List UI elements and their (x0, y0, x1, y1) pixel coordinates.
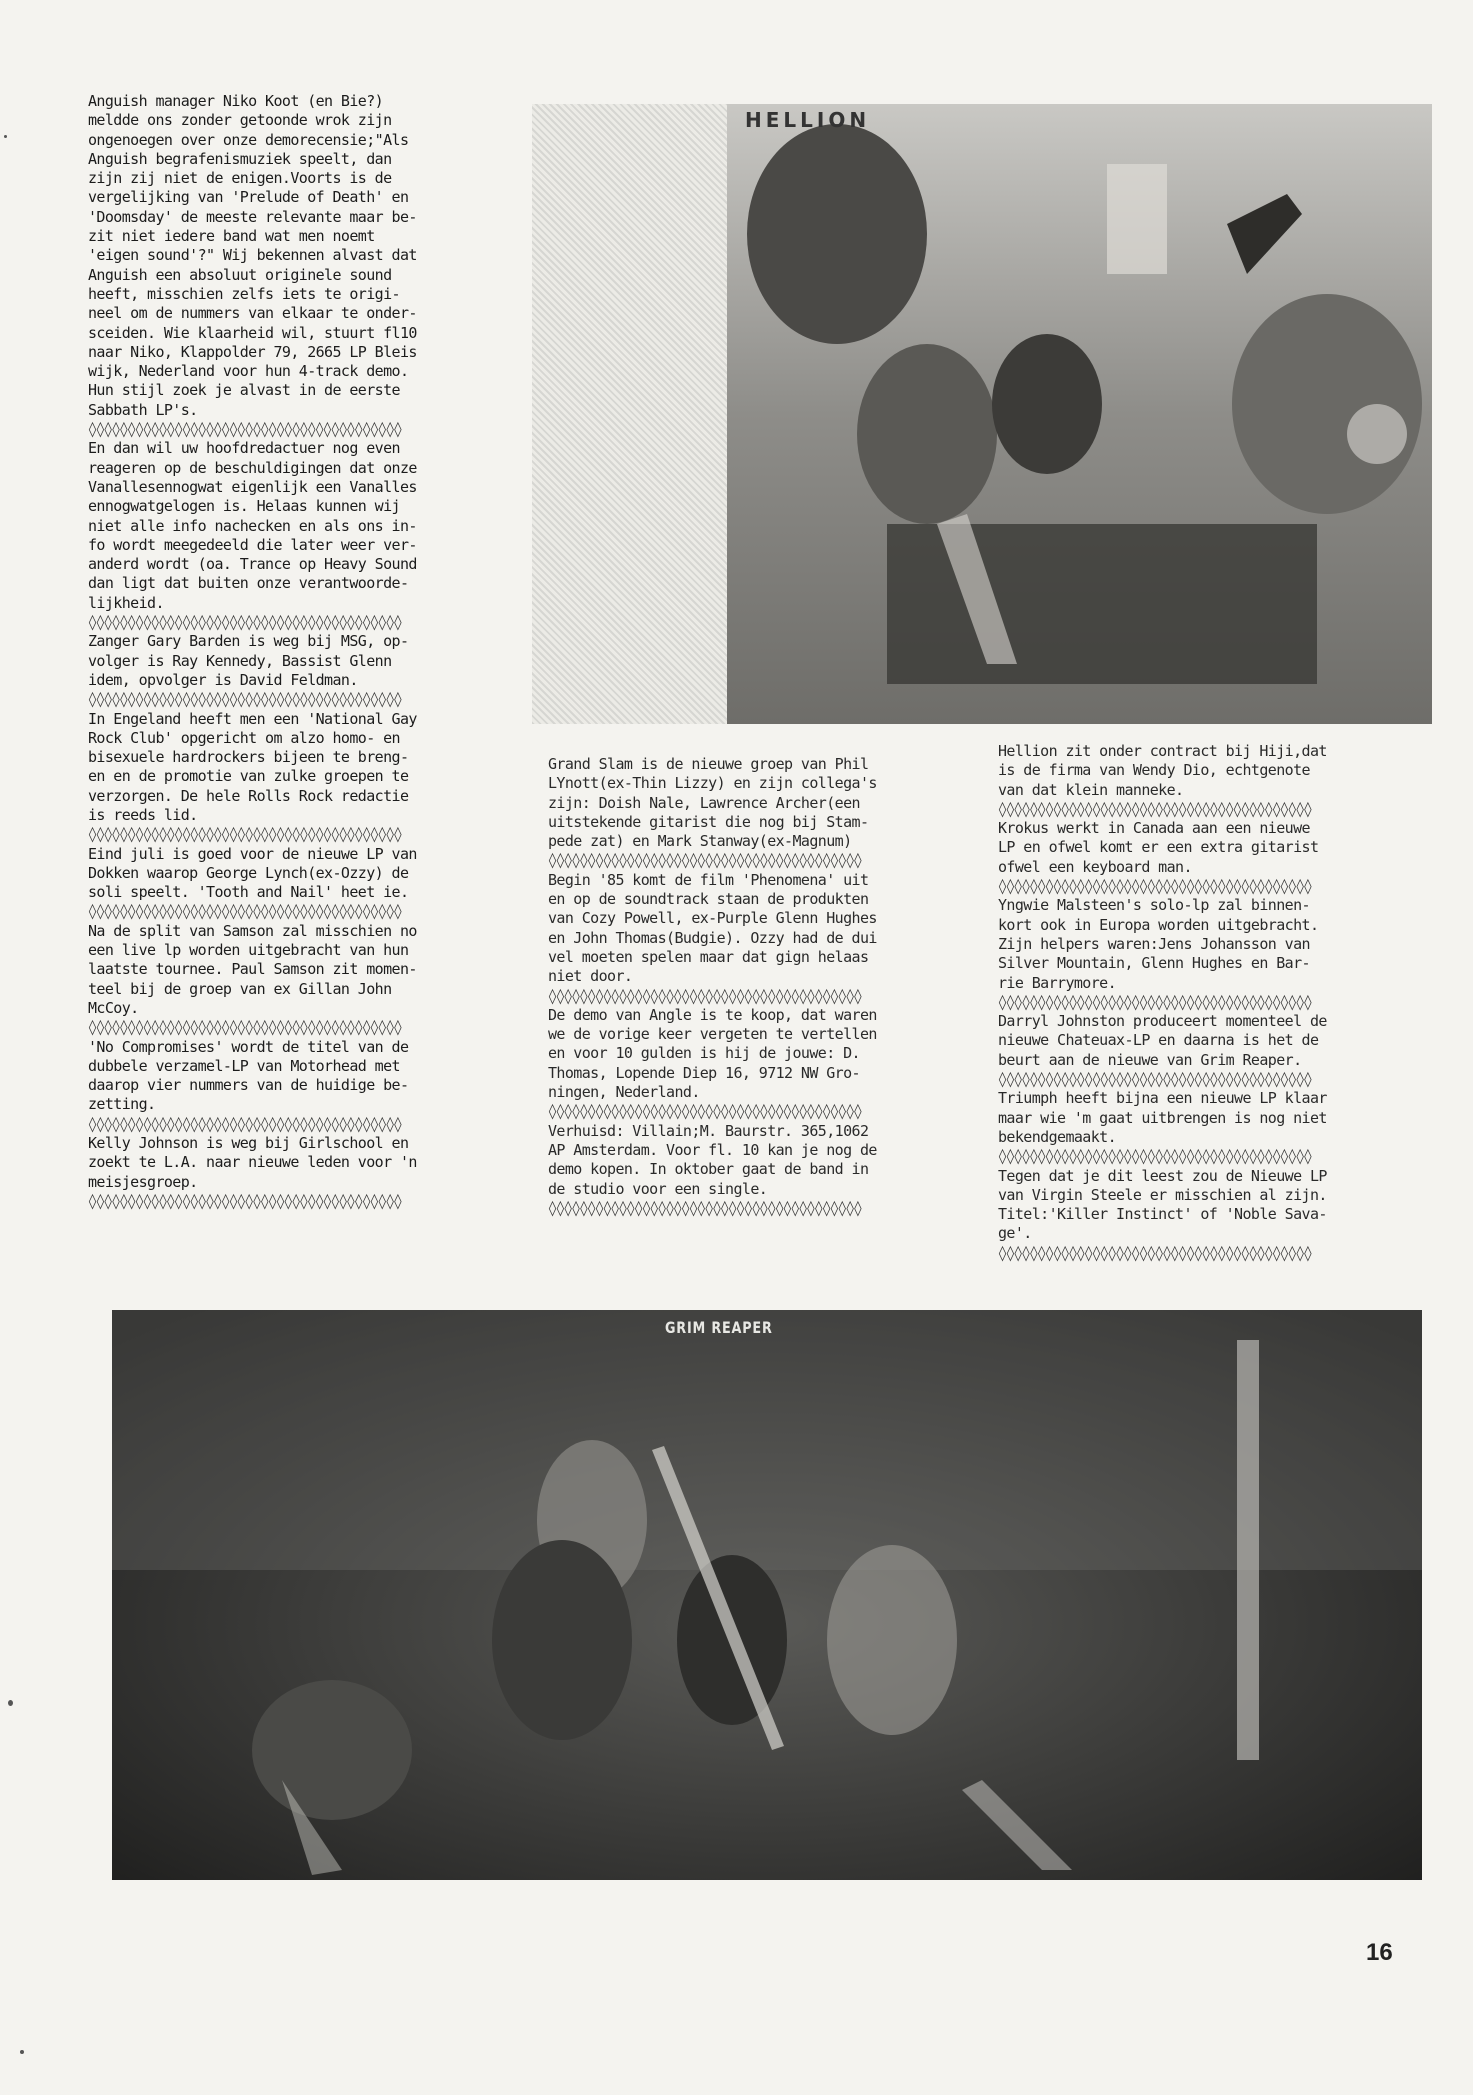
text-line: soli speelt. 'Tooth and Nail' heet ie. (88, 883, 409, 902)
text-line: fo wordt meegedeeld die later weer ver- (88, 535, 417, 554)
text-line: heeft, misschien zelfs iets te origi- (88, 284, 400, 303)
text-line: Silver Mountain, Glenn Hughes en Bar- (998, 954, 1310, 973)
text-line: Begin '85 komt de film 'Phenomena' uit (548, 870, 869, 889)
text-line: LP en ofwel komt er een extra gitarist (998, 838, 1319, 857)
text-line: Dokken waarop George Lynch(ex-Ozzy) de (88, 863, 409, 882)
diamond-separator: ◊◊◊◊◊◊◊◊◊◊◊◊◊◊◊◊◊◊◊◊◊◊◊◊◊◊◊◊◊◊◊◊◊◊◊◊◊◊◊◊ (88, 420, 402, 439)
diamond-separator: ◊◊◊◊◊◊◊◊◊◊◊◊◊◊◊◊◊◊◊◊◊◊◊◊◊◊◊◊◊◊◊◊◊◊◊◊◊◊◊◊ (88, 1114, 402, 1133)
text-line: Na de split van Samson zal misschien no (88, 921, 417, 940)
text-line: maar wie 'm gaat uitbrengen is nog niet (998, 1108, 1327, 1127)
text-line: ennogwatgelogen is. Helaas kunnen wij (88, 497, 400, 516)
diamond-separator: ◊◊◊◊◊◊◊◊◊◊◊◊◊◊◊◊◊◊◊◊◊◊◊◊◊◊◊◊◊◊◊◊◊◊◊◊◊◊◊◊ (548, 1102, 862, 1121)
text-line: is reeds lid. (88, 805, 198, 824)
text-line: van Cozy Powell, ex-Purple Glenn Hughes (548, 909, 877, 928)
text-line: Thomas, Lopende Diep 16, 9712 NW Gro- (548, 1063, 860, 1082)
text-line: ongenoegen over onze demorecensie;"Als (88, 130, 409, 149)
diamond-separator: ◊◊◊◊◊◊◊◊◊◊◊◊◊◊◊◊◊◊◊◊◊◊◊◊◊◊◊◊◊◊◊◊◊◊◊◊◊◊◊◊ (998, 992, 1312, 1011)
text-line: 'Doomsday' de meeste relevante maar be- (88, 207, 417, 226)
text-line: dan ligt dat buiten onze verantwoorde- (88, 574, 409, 593)
print-speck (4, 135, 7, 138)
text-line: ningen, Nederland. (548, 1083, 700, 1102)
text-line: Hun stijl zoek je alvast in de eerste (88, 381, 400, 400)
text-line: Eind juli is goed voor de nieuwe LP van (88, 844, 417, 863)
print-speck (20, 2050, 24, 2054)
text-line: lijkheid. (88, 593, 164, 612)
text-line: McCoy. (88, 998, 139, 1017)
text-line: is de firma van Wendy Dio, echtgenote (998, 761, 1310, 780)
text-line: Anguish een absoluut originele sound (88, 265, 392, 284)
text-line: Rock Club' opgericht om alzo homo- en (88, 728, 400, 747)
text-line: 'No Compromises' wordt de titel van de (88, 1037, 409, 1056)
text-line: zit niet iedere band wat men noemt (88, 227, 375, 246)
text-line: volger is Ray Kennedy, Bassist Glenn (88, 651, 392, 670)
right-text-column (998, 742, 1418, 1263)
text-line: uitstekende gitarist die nog bij Stam- (548, 812, 869, 831)
text-line: naar Niko, Klappolder 79, 2665 LP Bleis (88, 342, 417, 361)
diamond-separator: ◊◊◊◊◊◊◊◊◊◊◊◊◊◊◊◊◊◊◊◊◊◊◊◊◊◊◊◊◊◊◊◊◊◊◊◊◊◊◊◊ (998, 877, 1312, 896)
text-line: pede zat) en Mark Stanway(ex-Magnum) (548, 832, 852, 851)
grim-reaper-band-photo (112, 1310, 1422, 1880)
text-line: niet alle info nachecken en als ons in- (88, 516, 417, 535)
grim-reaper-photo-art (112, 1310, 1422, 1880)
print-speck (8, 1700, 13, 1706)
text-line: Titel:'Killer Instinct' of 'Noble Sava- (998, 1205, 1327, 1224)
text-line: zoekt te L.A. naar nieuwe leden voor 'n (88, 1153, 417, 1172)
diamond-separator: ◊◊◊◊◊◊◊◊◊◊◊◊◊◊◊◊◊◊◊◊◊◊◊◊◊◊◊◊◊◊◊◊◊◊◊◊◊◊◊◊ (88, 690, 402, 709)
diamond-separator: ◊◊◊◊◊◊◊◊◊◊◊◊◊◊◊◊◊◊◊◊◊◊◊◊◊◊◊◊◊◊◊◊◊◊◊◊◊◊◊◊ (998, 1243, 1312, 1262)
text-line: Sabbath LP's. (88, 400, 198, 419)
text-line: neel om de nummers van elkaar te onder- (88, 304, 417, 323)
diamond-separator: ◊◊◊◊◊◊◊◊◊◊◊◊◊◊◊◊◊◊◊◊◊◊◊◊◊◊◊◊◊◊◊◊◊◊◊◊◊◊◊◊ (88, 613, 402, 632)
text-line: daarop vier nummers van de huidige be- (88, 1076, 409, 1095)
text-line: De demo van Angle is te koop, dat waren (548, 1005, 877, 1024)
text-line: niet door. (548, 967, 633, 986)
text-line: van Virgin Steele er misschien al zijn. (998, 1185, 1327, 1204)
grim-reaper-caption: GRIM REAPER (665, 1318, 773, 1337)
text-line: Verhuisd: Villain;M. Baurstr. 365,1062 (548, 1121, 869, 1140)
text-line: wijk, Nederland voor hun 4-track demo. (88, 362, 409, 381)
text-line: rie Barrymore. (998, 973, 1117, 992)
text-line: zijn: Doish Nale, Lawrence Archer(een (548, 793, 860, 812)
text-line: sceiden. Wie klaarheid wil, stuurt fl10 (88, 323, 417, 342)
diamond-separator: ◊◊◊◊◊◊◊◊◊◊◊◊◊◊◊◊◊◊◊◊◊◊◊◊◊◊◊◊◊◊◊◊◊◊◊◊◊◊◊◊ (998, 1070, 1312, 1089)
hellion-band-photo (727, 104, 1432, 724)
text-line: AP Amsterdam. Voor fl. 10 kan je nog de (548, 1140, 877, 1159)
diamond-separator: ◊◊◊◊◊◊◊◊◊◊◊◊◊◊◊◊◊◊◊◊◊◊◊◊◊◊◊◊◊◊◊◊◊◊◊◊◊◊◊◊ (88, 825, 402, 844)
text-line: vel moeten spelen maar dat gign helaas (548, 947, 869, 966)
text-line: demo kopen. In oktober gaat de band in (548, 1160, 869, 1179)
text-line: dubbele verzamel-LP van Motorhead met (88, 1056, 400, 1075)
text-line: Grand Slam is de nieuwe groep van Phil (548, 755, 869, 773)
text-line: teel bij de groep van ex Gillan John (88, 979, 392, 998)
text-line: Triumph heeft bijna een nieuwe LP klaar (998, 1089, 1327, 1108)
text-line: zijn zij niet de enigen.Voorts is de (88, 169, 392, 188)
text-line: Yngwie Malsteen's solo-lp zal binnen- (998, 896, 1310, 915)
text-line: meisjesgroep. (88, 1172, 198, 1191)
text-line: en voor 10 gulden is hij de jouwe: D. (548, 1044, 860, 1063)
text-line: een live lp worden uitgebracht van hun (88, 941, 409, 960)
text-line: Anguish manager Niko Koot (en Bie?) (88, 92, 384, 110)
text-line: verzorgen. De hele Rolls Rock redactie (88, 786, 409, 805)
text-line: bisexuele hardrockers bijeen te breng- (88, 748, 409, 767)
text-line: nieuwe Chateuax-LP en daarna is het de (998, 1031, 1319, 1050)
text-line: beurt aan de nieuwe van Grim Reaper. (998, 1050, 1302, 1069)
text-line: Zijn helpers waren:Jens Johansson van (998, 934, 1310, 953)
text-line: En dan wil uw hoofdredactuer nog even (88, 439, 400, 458)
text-line: en en de promotie van zulke groepen te (88, 767, 409, 786)
text-line: LYnott(ex-Thin Lizzy) en zijn collega's (548, 774, 877, 793)
text-line: en John Thomas(Budgie). Ozzy had de dui (548, 928, 877, 947)
text-line: ge'. (998, 1224, 1032, 1243)
text-line: Hellion zit onder contract bij Hiji,dat (998, 742, 1327, 760)
text-line: anderd wordt (oa. Trance op Heavy Sound (88, 555, 417, 574)
text-line: kort ook in Europa worden uitgebracht. (998, 915, 1319, 934)
diamond-separator: ◊◊◊◊◊◊◊◊◊◊◊◊◊◊◊◊◊◊◊◊◊◊◊◊◊◊◊◊◊◊◊◊◊◊◊◊◊◊◊◊ (88, 902, 402, 921)
diamond-separator: ◊◊◊◊◊◊◊◊◊◊◊◊◊◊◊◊◊◊◊◊◊◊◊◊◊◊◊◊◊◊◊◊◊◊◊◊◊◊◊◊ (548, 1198, 862, 1217)
text-line: en op de soundtrack staan de produkten (548, 890, 869, 909)
text-line: 'eigen sound'?" Wij bekennen alvast dat (88, 246, 417, 265)
text-line: vergelijking van 'Prelude of Death' en (88, 188, 409, 207)
text-line: de studio voor een single. (548, 1179, 768, 1198)
text-line: van dat klein manneke. (998, 780, 1184, 799)
text-line: Darryl Johnston produceert momenteel de (998, 1012, 1327, 1031)
middle-text-column (548, 755, 958, 1218)
hellion-caption: HELLION (745, 108, 871, 132)
text-line: In Engeland heeft men een 'National Gay (88, 709, 417, 728)
hellion-photo-art (727, 104, 1432, 724)
text-line: reageren op de beschuldigingen dat onze (88, 458, 417, 477)
text-line: ofwel een keyboard man. (998, 857, 1192, 876)
text-line: meldde ons zonder getoonde wrok zijn (88, 111, 392, 130)
left-text-column (88, 92, 508, 1211)
text-line: we de vorige keer vergeten te vertellen (548, 1025, 877, 1044)
text-line: Zanger Gary Barden is weg bij MSG, op- (88, 632, 409, 651)
diamond-separator: ◊◊◊◊◊◊◊◊◊◊◊◊◊◊◊◊◊◊◊◊◊◊◊◊◊◊◊◊◊◊◊◊◊◊◊◊◊◊◊◊ (998, 799, 1312, 818)
text-line: zetting. (88, 1095, 156, 1114)
halftone-shade (532, 104, 732, 724)
diamond-separator: ◊◊◊◊◊◊◊◊◊◊◊◊◊◊◊◊◊◊◊◊◊◊◊◊◊◊◊◊◊◊◊◊◊◊◊◊◊◊◊◊ (88, 1191, 402, 1210)
diamond-separator: ◊◊◊◊◊◊◊◊◊◊◊◊◊◊◊◊◊◊◊◊◊◊◊◊◊◊◊◊◊◊◊◊◊◊◊◊◊◊◊◊ (548, 986, 862, 1005)
text-line: Tegen dat je dit leest zou de Nieuwe LP (998, 1166, 1327, 1185)
text-line: Kelly Johnson is weg bij Girlschool en (88, 1134, 409, 1153)
text-line: bekendgemaakt. (998, 1127, 1117, 1146)
text-line: laatste tournee. Paul Samson zit momen- (88, 960, 417, 979)
diamond-separator: ◊◊◊◊◊◊◊◊◊◊◊◊◊◊◊◊◊◊◊◊◊◊◊◊◊◊◊◊◊◊◊◊◊◊◊◊◊◊◊◊ (88, 1018, 402, 1037)
diamond-separator: ◊◊◊◊◊◊◊◊◊◊◊◊◊◊◊◊◊◊◊◊◊◊◊◊◊◊◊◊◊◊◊◊◊◊◊◊◊◊◊◊ (548, 851, 862, 870)
text-line: idem, opvolger is David Feldman. (88, 670, 358, 689)
diamond-separator: ◊◊◊◊◊◊◊◊◊◊◊◊◊◊◊◊◊◊◊◊◊◊◊◊◊◊◊◊◊◊◊◊◊◊◊◊◊◊◊◊ (998, 1147, 1312, 1166)
text-line: Vanallesennogwat eigenlijk een Vanalles (88, 477, 417, 496)
hellion-photo-frame (532, 104, 1438, 724)
text-line: Anguish begrafenismuziek speelt, dan (88, 149, 392, 168)
page-number: 16 (1366, 1939, 1393, 1966)
text-line: Krokus werkt in Canada aan een nieuwe (998, 819, 1310, 838)
